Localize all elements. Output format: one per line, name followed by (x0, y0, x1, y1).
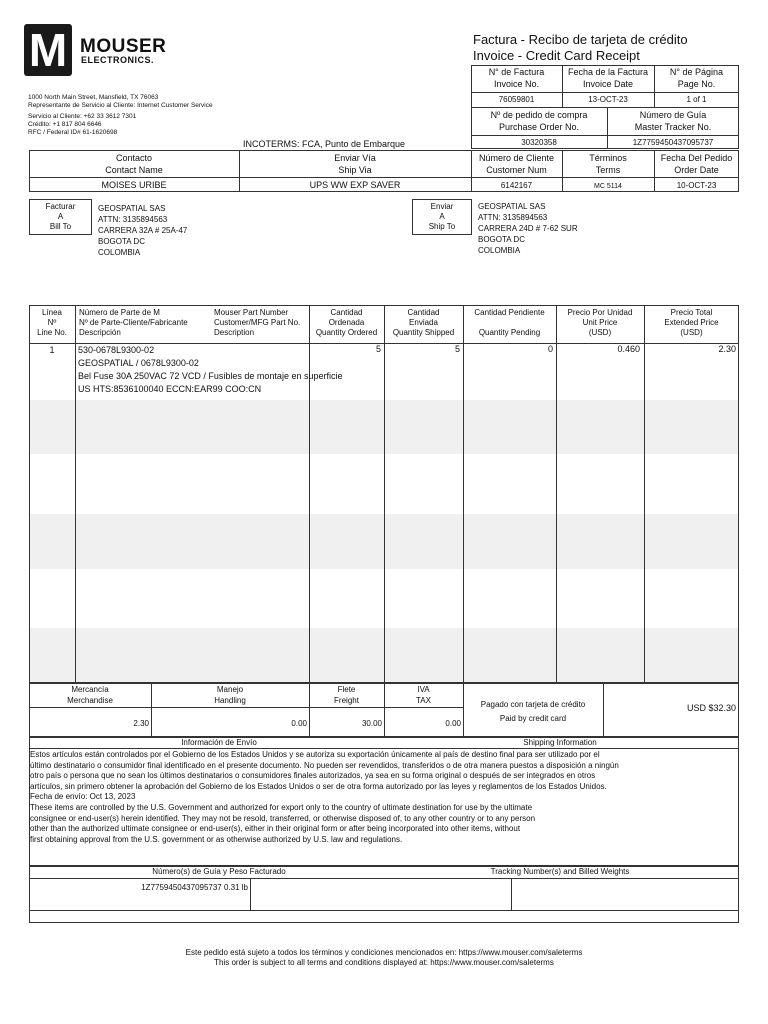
shipvia-label-es: Enviar Vía (334, 153, 376, 163)
item-customer-pn: GEOSPATIAL / 0678L9300-02 (78, 358, 199, 368)
ship-to-label (412, 199, 472, 235)
handling-label-es: Manejo (216, 685, 244, 694)
shipping-info-text: Estos artículos están controlados por el Gobierno de los Estados Unidos y se autoriza su exportación únicamente al país de destino final para ser utilizado por el último destinatario o consumidor final identificado en el presente documento. No pueden ser revendidos, transferidos o de otra manera puestos a disposición a ningún otro país o persona que no sean los últimos destinatarios o consumidores finales autorizados, ya sea en su forma original o después de ser integrados en otros artículos, sin primero obtener la aprobación del Gobierno de los Estados Unidos o ser de otra forma autorizado por las leyes y reglamentos de los Estados Unidos. Fecha de envío: Oct 13, 2023 These items are controlled by the U.S. Government and authorized for export only to the country of ultimate destination for use by the ultimate consignee or end-user(s) herein identified. They may not be resold, transferred, or otherwise disposed of, to any other country or to any person other than the authorized ultimate consignee or end-user(s), either in their original form or after being incorporated into other items, without first obtaining approval from the U.S. government or as otherwise authorized by U.S. law and regulations. (30, 750, 619, 844)
bill-to-line: COLOMBIA (98, 248, 141, 257)
tracking-title-en: Tracking Number(s) and Billed Weights (490, 867, 630, 876)
handling-label-en: Handling (214, 696, 246, 705)
bill-to-line: ATTN: 3135894563 (98, 215, 168, 224)
freight-value: 30.00 (361, 719, 382, 728)
ship-to-line: GEOSPATIAL SAS (478, 202, 546, 211)
company-address (28, 94, 288, 137)
bill-to-label (29, 199, 92, 235)
bill-to-address (98, 203, 398, 258)
contact-name: MOISES URIBE (101, 180, 167, 190)
page-label-en: Page No. (677, 79, 716, 89)
item-mouser-pn: 530-0678L9300-02 (78, 345, 155, 355)
ship-to-line: BOGOTA DC (478, 235, 525, 244)
logo-name: MOUSER (80, 36, 167, 57)
invoice-date-label-en: Invoice Date (582, 79, 634, 89)
item-ordered: 5 (375, 344, 381, 354)
po-number: 30320358 (521, 138, 557, 147)
bill-to-line: BOGOTA DC (98, 237, 145, 246)
footer-es: Este pedido está sujeto a todos los términos y condiciones mencionados en: https://www.mouser.com/saleterms (185, 948, 583, 957)
shipvia-label-en: Ship Via (338, 165, 372, 175)
item-description: Bel Fuse 30A 250VAC 72 VCD / Fusibles de montaje en superficie (78, 371, 343, 381)
custnum-label-es: Número de Cliente (478, 153, 555, 163)
col-unit-header: Precio Por Unidad Unit Price (USD) (567, 308, 633, 337)
po-label-en: Purchase Order No. (498, 122, 580, 132)
orderdate-label-en: Order Date (674, 165, 719, 175)
customer-num: 6142167 (500, 181, 533, 190)
ship-to-line: ATTN: 3135894563 (478, 213, 548, 222)
rep-line: Representante de Servicio al Cliente: Internet Customer Service (28, 102, 213, 109)
orderdate-label-es: Fecha Del Pedido (660, 153, 733, 163)
ship-to-line: CARRERA 24D # 7-62 SUR (478, 224, 578, 233)
col-ext-header: Precio Total Extended Price (USD) (664, 308, 719, 337)
merch-value: 2.30 (133, 719, 149, 728)
bill-to-label-2: A (57, 212, 64, 221)
col-part-header: Número de Parte de M Nº de Parte-Cliente/Fabricante Descripción (79, 308, 188, 337)
bill-to-label-3: Bill To (49, 222, 72, 231)
invoice-date: 13-OCT-23 (588, 95, 628, 104)
freight-label-en: Freight (334, 696, 359, 705)
item-hts: US HTS:8536100040 ECCN:EAR99 COO:CN (78, 384, 262, 394)
custnum-label-en: Customer Num (486, 165, 547, 175)
terms-label-es: Términos (589, 153, 627, 163)
tax-value: 0.00 (445, 719, 461, 728)
ship-via: UPS WW EXP SAVER (309, 180, 401, 190)
contact-label-en: Contact Name (105, 165, 163, 175)
terms-label-en: Terms (595, 165, 621, 175)
order-date: 10-OCT-23 (676, 181, 717, 190)
invoice-date-label-es: Fecha de la Factura (567, 67, 649, 77)
document-title (473, 32, 688, 64)
rfc-line: RFC / Federal ID# 61-1620698 (28, 129, 118, 136)
shipping-info-title-es: Información de Envío (181, 738, 257, 747)
freight-label-es: Flete (337, 685, 356, 694)
contact-label-es: Contacto (115, 153, 153, 163)
logo-subname: ELECTRONICS. (81, 55, 155, 65)
terms: MC 5114 (594, 183, 622, 190)
master-tracker: 1Z7759450437095737 (632, 138, 714, 147)
po-label-es: Nº de pedido de compra (490, 110, 588, 120)
title-es: Factura - Recibo de tarjeta de crédito (473, 32, 688, 47)
grand-total: USD $32.30 (686, 703, 736, 713)
item-line: 1 (49, 345, 55, 355)
bill-to-line: GEOSPATIAL SAS (98, 204, 166, 213)
bill-to-label-1: Facturar (45, 202, 76, 211)
tracker-label-es: Número de Guía (639, 110, 707, 120)
incoterms: INCOTERMS: FCA, Punto de Embarque (243, 139, 406, 149)
item-pending: 0 (547, 344, 553, 354)
ship-to-label-1: Enviar (430, 202, 454, 211)
handling-value: 0.00 (291, 719, 307, 728)
footer-terms (0, 948, 768, 968)
address-line: 1000 North Main Street, Mansfield, TX 76063 (28, 94, 159, 101)
paid-label-es: Pagado con tarjeta de crédito (480, 700, 586, 709)
col-line-header: Línea Nº Line No. (37, 308, 67, 337)
invoice-no-label-en: Invoice No. (493, 79, 540, 89)
col-shipped-header: Cantidad Enviada Quantity Shipped (392, 308, 455, 337)
invoice-no-label-es: N° de Factura (488, 67, 545, 77)
shipping-info-title-en: Shipping Information (523, 738, 597, 747)
item-shipped: 5 (454, 344, 460, 354)
footer-en: This order is subject to all terms and conditions displayed at: https://www.mouser.com/saleterms (214, 958, 554, 967)
ship-to-label-2: A (439, 212, 445, 221)
paid-label-en: Paid by credit card (499, 714, 567, 723)
credit-line: Crédito: +1 817 804 6646 (28, 121, 102, 128)
logo-mark: M (24, 24, 72, 76)
invoice-no: 76059801 (498, 95, 535, 104)
bill-to-line: CARRERA 32A # 25A-47 (98, 226, 188, 235)
mouser-logo (24, 24, 174, 80)
ship-to-line: COLOMBIA (478, 246, 521, 255)
page-label-es: N° de Página (669, 67, 724, 77)
tracker-label-en: Master Tracker No. (634, 122, 712, 132)
ship-to-address (478, 201, 738, 256)
page-no: 1 of 1 (686, 95, 707, 104)
tax-label-es: IVA (417, 685, 430, 694)
service-line: Servicio al Cliente: +62 33 3612 7301 (28, 113, 137, 120)
col-ordered-header: Cantidad Ordenada Quantity Ordered (315, 308, 378, 337)
col-pending-header: Cantidad Pendiente Quantity Pending (474, 308, 545, 337)
tracking-entry: 1Z7759450437095737 0.31 lb (141, 883, 248, 892)
item-ext-price: 2.30 (718, 344, 736, 354)
tracking-title-es: Número(s) de Guía y Peso Facturado (152, 867, 286, 876)
tax-label-en: TAX (416, 696, 431, 705)
title-en: Invoice - Credit Card Receipt (473, 48, 640, 63)
merch-label-es: Mercancía (71, 685, 109, 694)
ship-to-label-3: Ship To (428, 222, 456, 231)
col-part-en-header: Mouser Part Number Customer/MFG Part No. Description (214, 308, 301, 337)
item-unit-price: 0.460 (617, 344, 640, 354)
merch-label-en: Merchandise (67, 696, 113, 705)
